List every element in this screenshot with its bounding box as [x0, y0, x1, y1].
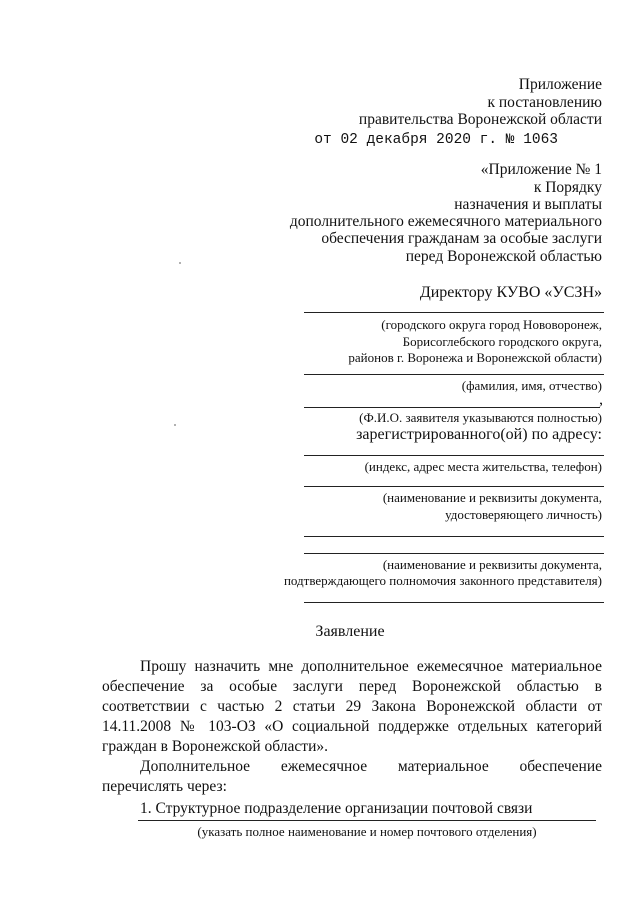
- applicant-comma: ,: [599, 391, 603, 408]
- statement-title: Заявление: [315, 623, 385, 640]
- fio-underline: [304, 374, 604, 375]
- applicant-underline: [304, 407, 600, 408]
- body-paragraph-1: [102, 657, 602, 757]
- scan-speck: [174, 424, 176, 426]
- addressee: Директору КУВО «УСЗН»: [419, 284, 602, 301]
- post-office-underline: [138, 820, 596, 821]
- fio-hint: (фамилия, имя, отчество): [461, 378, 602, 393]
- rep-hint-2: подтверждающего полномочия законного представителя): [283, 573, 602, 588]
- appendix-line-4: дополнительного ежемесячного материального: [289, 213, 602, 230]
- org-underline: [304, 312, 604, 313]
- address-underline: [304, 455, 604, 456]
- org-hint-1: (городского округа город Нововоронеж,: [381, 317, 602, 332]
- header-line-2: к постановлению: [487, 94, 602, 111]
- id-doc-hint-1: (наименование и реквизиты документа,: [382, 490, 602, 505]
- org-hint-2: Борисоглебского городского округа,: [402, 334, 602, 349]
- appendix-line-3: назначения и выплаты: [454, 196, 602, 213]
- id-doc-hint-2: удостоверяющего личность): [445, 507, 602, 522]
- header-date-line: от 02 декабря 2020 г. № 1063: [314, 132, 558, 148]
- body-paragraph-1-text: Прошу назначить мне дополнительное ежемесячное материальное обеспечение за особые заслуги перед Воронежской областью в соответствии с частью 2 статьи 29 Закона Воронежской области от 14.11.2008 № 103-ОЗ «О социальной поддержке отдельных категорий граждан в Воронежской области».: [102, 658, 602, 755]
- applicant-hint: (Ф.И.О. заявителя указываются полностью): [359, 410, 602, 425]
- registered-label: зарегистрированного(ой) по адресу:: [356, 426, 602, 443]
- list-item-1: [102, 799, 602, 819]
- appendix-line-5: обеспечения гражданам за особые заслуги: [321, 230, 602, 247]
- org-hint-3: районов г. Воронежа и Воронежской области): [348, 350, 602, 365]
- rep-underline-1: [304, 536, 604, 537]
- id-doc-underline: [304, 486, 604, 487]
- appendix-line-1: «Приложение № 1: [480, 161, 602, 178]
- header-line-1: Приложение: [518, 76, 602, 93]
- rep-underline-2: [304, 553, 604, 554]
- post-office-hint: (указать полное наименование и номер почтового отделения): [197, 824, 537, 839]
- appendix-line-2: к Порядку: [533, 179, 602, 196]
- list-item-1-text: 1. Структурное подразделение организации почтовой связи: [140, 800, 533, 817]
- header-line-3: правительства Воронежской области: [358, 111, 602, 128]
- body-paragraph-2-text: Дополнительное ежемесячное материальное обеспечение перечислять через:: [102, 758, 602, 795]
- appendix-line-6: перед Воронежской областью: [405, 248, 602, 265]
- scan-speck: [179, 262, 181, 264]
- rep-underline-3: [304, 602, 604, 603]
- body-paragraph-2: [102, 757, 602, 797]
- address-hint: (индекс, адрес места жительства, телефон): [364, 459, 602, 474]
- rep-hint-1: (наименование и реквизиты документа,: [382, 557, 602, 572]
